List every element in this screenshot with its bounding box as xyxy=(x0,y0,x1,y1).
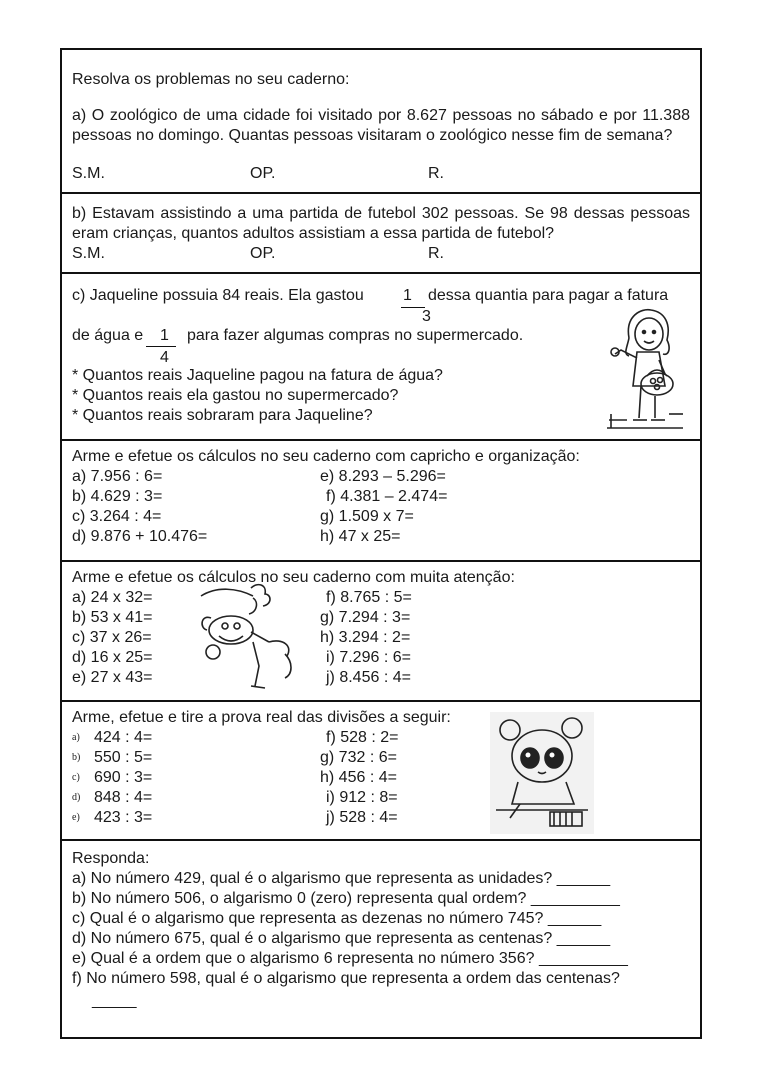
label-op: OP. xyxy=(250,165,276,182)
girl-with-basket-illustration xyxy=(607,304,687,432)
fraction-one-third-denominator: 3 xyxy=(422,308,431,325)
fraction-one-fourth-denominator: 4 xyxy=(160,349,169,366)
calc-item: h) 47 x 25= xyxy=(320,528,401,545)
label-sm: S.M. xyxy=(72,165,105,182)
calc-item: d) 9.876 + 10.476= xyxy=(72,528,208,545)
section-title: Resolva os problemas no seu caderno: xyxy=(72,71,350,88)
question-f-answer-blank: _____ xyxy=(92,992,137,1009)
section-calculations-atencao xyxy=(62,562,700,702)
label-sm: S.M. xyxy=(72,245,105,262)
section-title: Responda: xyxy=(72,850,150,867)
section-calculations-capricho xyxy=(62,441,700,562)
question-a: a) No número 429, qual é o algarismo que representa as unidades? ______ xyxy=(72,870,611,887)
problem-b-text: b) Estavam assistindo a uma partida de futebol 302 pessoas. Se 98 dessas pessoas eram crianças, quantos adultos assistiam a essa partida de futebol? xyxy=(72,205,690,242)
division-item: 423 : 3= xyxy=(94,809,153,826)
calc-item: a) 24 x 32= xyxy=(72,589,153,606)
division-item: 848 : 4= xyxy=(94,789,153,806)
problem-c-line1-start: c) Jaqueline possuia 84 reais. Ela gastou xyxy=(72,287,364,304)
girl-studying-illustration xyxy=(490,712,594,834)
calc-item: d) 16 x 25= xyxy=(72,649,153,666)
calc-item: a) 7.956 : 6= xyxy=(72,468,163,485)
division-item: h) 456 : 4= xyxy=(320,769,397,786)
question-2: * Quantos reais ela gastou no supermercado? xyxy=(72,387,399,404)
question-1: * Quantos reais Jaqueline pagou na fatura de água? xyxy=(72,367,443,384)
calc-item: e) 27 x 43= xyxy=(72,669,153,686)
section-problem-b xyxy=(62,194,700,274)
calc-item: f) 4.381 – 2.474= xyxy=(326,488,448,505)
division-item: 690 : 3= xyxy=(94,769,153,786)
division-item: j) 528 : 4= xyxy=(326,809,398,826)
division-item: 550 : 5= xyxy=(94,749,153,766)
fraction-bar xyxy=(146,346,176,347)
section-problem-a xyxy=(62,50,700,194)
question-e: e) Qual é a ordem que o algarismo 6 representa no número 356? __________ xyxy=(72,950,628,967)
section-title: Arme e efetue os cálculos no seu caderno com capricho e organização: xyxy=(72,448,580,465)
calc-item: f) 8.765 : 5= xyxy=(326,589,412,606)
calc-item: j) 8.456 : 4= xyxy=(326,669,411,686)
calc-item: b) 4.629 : 3= xyxy=(72,488,163,505)
item-letter: c) xyxy=(72,772,80,783)
calc-item: h) 3.294 : 2= xyxy=(320,629,411,646)
fraction-one-third-numerator: 1 xyxy=(403,287,412,304)
worksheet xyxy=(60,48,702,1039)
item-letter: a) xyxy=(72,732,80,743)
item-letter: b) xyxy=(72,752,81,763)
label-r: R. xyxy=(428,245,444,262)
problem-c-line2-start: de água e xyxy=(72,327,144,344)
item-letter: d) xyxy=(72,792,81,803)
label-r: R. xyxy=(428,165,444,182)
question-f: f) No número 598, qual é o algarismo que representa a ordem das centenas? xyxy=(72,970,620,987)
calc-item: g) 1.509 x 7= xyxy=(320,508,414,525)
division-item: 424 : 4= xyxy=(94,729,153,746)
problem-c-line2-end: para fazer algumas compras no supermercado. xyxy=(187,327,524,344)
question-d: d) No número 675, qual é o algarismo que representa as centenas? ______ xyxy=(72,930,611,947)
section-responda xyxy=(62,841,700,1037)
section-problem-c xyxy=(62,274,700,441)
question-b: b) No número 506, o algarismo 0 (zero) representa qual ordem? __________ xyxy=(72,890,620,907)
calc-item: e) 8.293 – 5.296= xyxy=(320,468,446,485)
calc-item: i) 7.296 : 6= xyxy=(326,649,411,666)
calc-item: b) 53 x 41= xyxy=(72,609,153,626)
section-divisions-prova-real xyxy=(62,702,700,841)
section-title: Arme, efetue e tire a prova real das divisões a seguir: xyxy=(72,709,451,726)
calc-item: c) 37 x 26= xyxy=(72,629,152,646)
problem-a-text: a) O zoológico de uma cidade foi visitado por 8.627 pessoas no sábado e por 11.388 pessoas no domingo. Quantas pessoas visitaram o zoológico nesse fim de semana? xyxy=(72,107,690,144)
question-3: * Quantos reais sobraram para Jaqueline? xyxy=(72,407,373,424)
calc-item: c) 3.264 : 4= xyxy=(72,508,162,525)
label-op: OP. xyxy=(250,245,276,262)
division-item: g) 732 : 6= xyxy=(320,749,397,766)
fraction-one-fourth-numerator: 1 xyxy=(160,327,169,344)
item-letter: e) xyxy=(72,812,80,823)
division-item: f) 528 : 2= xyxy=(326,729,399,746)
question-c: c) Qual é o algarismo que representa as dezenas no número 745? ______ xyxy=(72,910,602,927)
calc-item: g) 7.294 : 3= xyxy=(320,609,411,626)
cartoon-character-illustration xyxy=(197,582,307,692)
problem-c-line1-end: dessa quantia para pagar a fatura xyxy=(428,287,669,304)
section-title: Arme e efetue os cálculos no seu caderno com muita atenção: xyxy=(72,569,515,586)
division-item: i) 912 : 8= xyxy=(326,789,398,806)
